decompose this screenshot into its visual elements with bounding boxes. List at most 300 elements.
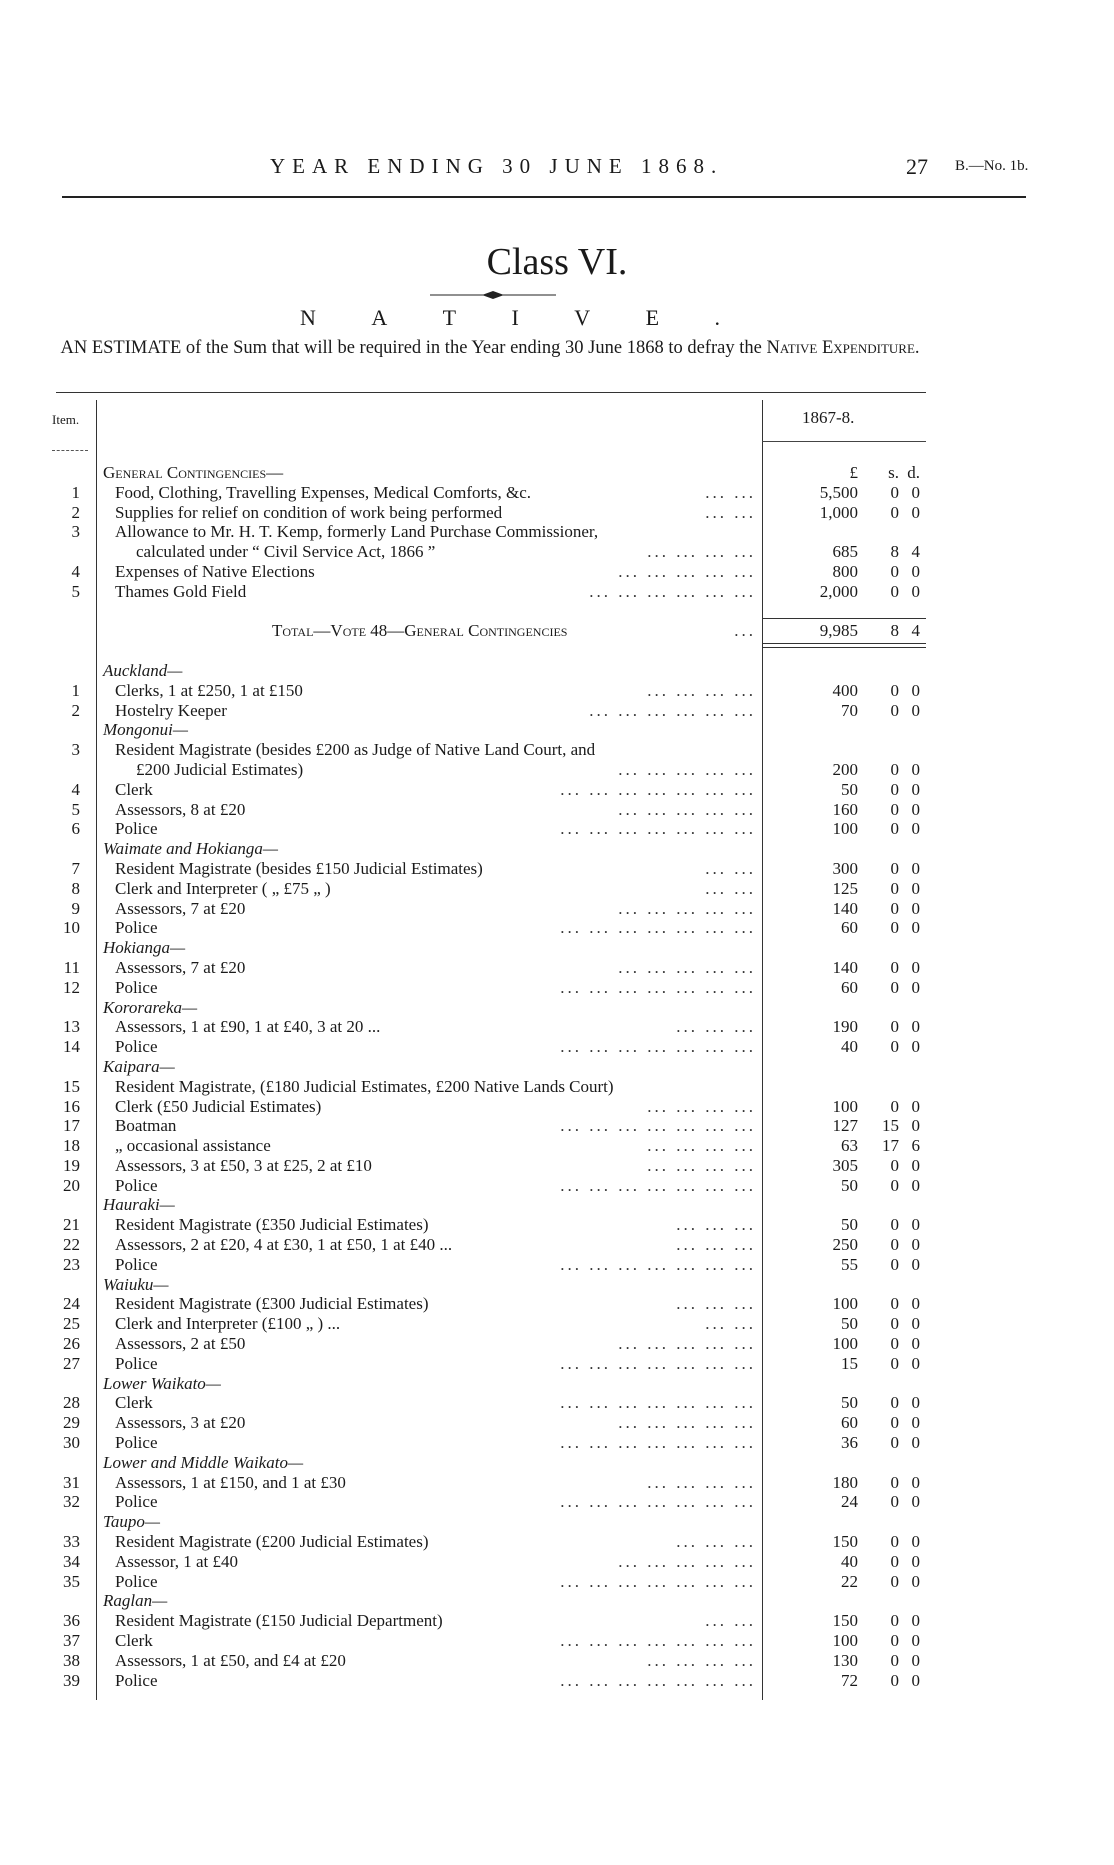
table-row [0, 562, 1114, 582]
amount-pence: 0 [911, 1650, 920, 1670]
item-description: Resident Magistrate (£200 Judicial Estimates) [115, 1532, 429, 1552]
table-row [0, 1631, 1114, 1651]
amount-pounds: 1,000 [819, 502, 858, 522]
table-row [0, 1671, 1114, 1691]
section-heading-row [0, 839, 1114, 859]
section-name: Hokianga— [103, 938, 186, 958]
amount-shillings: 0 [890, 1096, 899, 1116]
item-number: 5 [71, 799, 80, 819]
section-name: Lower and Middle Waikato— [103, 1452, 304, 1472]
amount-shillings: 0 [890, 1314, 899, 1334]
dot-leader: ... ... ... ... ... [618, 759, 756, 779]
dot-leader: ... ... [705, 858, 756, 878]
amount-shillings: 0 [890, 1393, 899, 1413]
amount-pounds: 55 [841, 1254, 858, 1274]
table-row [0, 740, 1114, 760]
table-row [0, 1077, 1114, 1097]
amount-pence: 0 [911, 700, 920, 720]
table-row [0, 879, 1114, 899]
page-header [0, 150, 1114, 190]
amount-pounds: 250 [832, 1235, 858, 1255]
amount-pence: 0 [911, 581, 920, 601]
header-rule [62, 196, 1026, 198]
dot-leader: ... ... ... ... [647, 1650, 756, 1670]
item-number: 15 [63, 1076, 80, 1096]
item-number: 37 [63, 1631, 80, 1651]
item-description: Police [115, 1433, 158, 1453]
dot-leader: ... ... ... ... ... [618, 898, 756, 918]
amount-shillings: 0 [890, 1254, 899, 1274]
amount-shillings: 0 [890, 1037, 899, 1057]
item-description: Assessors, 2 at £20, 4 at £30, 1 at £50, 1 at £40 ... [115, 1235, 453, 1255]
table-row [0, 1651, 1114, 1671]
dot-leader: ... ... ... ... ... ... ... [560, 1631, 756, 1651]
amount-shillings: 0 [890, 581, 899, 601]
amount-pounds: 127 [832, 1116, 858, 1136]
dot-leader: ... ... ... ... ... ... ... [560, 977, 756, 997]
section-name: General Contingencies— [103, 463, 284, 482]
table-row [0, 1611, 1114, 1631]
table-row [0, 1037, 1114, 1057]
dot-leader: ... ... [705, 878, 756, 898]
amount-pence: 0 [911, 1551, 920, 1571]
item-description: Allowance to Mr. H. T. Kemp, formerly Land Purchase Commissioner, [115, 522, 599, 542]
amount-pounds: 50 [841, 1215, 858, 1235]
dot-leader: ... ... [705, 502, 756, 522]
amount-shillings: 0 [890, 700, 899, 720]
dot-leader: ... ... ... ... ... ... ... [560, 1393, 756, 1413]
amount-pence: 0 [911, 819, 920, 839]
table-row [0, 780, 1114, 800]
section-heading-row [0, 1453, 1114, 1473]
amount-pence: 0 [911, 918, 920, 938]
item-description: Assessors, 3 at £50, 3 at £25, 2 at £10 [115, 1155, 372, 1175]
table-row [0, 1433, 1114, 1453]
section-name: Raglan— [103, 1591, 168, 1611]
amount-pounds: 400 [832, 680, 858, 700]
item-description: Clerk (£50 Judicial Estimates) [115, 1096, 322, 1116]
amount-pence: 0 [911, 1175, 920, 1195]
native-letter: T [442, 305, 457, 330]
item-number: 4 [71, 561, 80, 581]
item-description: Assessors, 1 at £50, and £4 at £20 [115, 1650, 346, 1670]
dot-leader: ... ... ... ... ... ... ... [560, 1175, 756, 1195]
amount-pence: 0 [911, 779, 920, 799]
amount-pence: 0 [911, 1353, 920, 1373]
native-letter: I [511, 305, 519, 330]
table-row [0, 1136, 1114, 1156]
native-letter: . [714, 305, 720, 330]
table-row [0, 1097, 1114, 1117]
amount-shillings: 0 [890, 502, 899, 522]
amount-pence: 0 [911, 957, 920, 977]
item-number: 8 [71, 878, 80, 898]
total-row [0, 621, 1114, 641]
dot-leader: ... ... ... [676, 1294, 756, 1314]
table-row [0, 1393, 1114, 1413]
amount-shillings: 8 [890, 621, 899, 641]
native-letter: N [300, 305, 316, 330]
table-row [0, 1116, 1114, 1136]
amount-shillings: 0 [890, 858, 899, 878]
item-number: 21 [63, 1215, 80, 1235]
amount-pounds: 125 [832, 878, 858, 898]
amount-pounds: 190 [832, 1017, 858, 1037]
estimate-description [52, 338, 928, 359]
item-description: Resident Magistrate (besides £150 Judicial Estimates) [115, 858, 483, 878]
dot-leader: ... ... ... ... ... ... ... [560, 1254, 756, 1274]
amount-pence: 0 [911, 1413, 920, 1433]
item-number: 5 [71, 581, 80, 601]
amount-shillings: 0 [890, 482, 899, 502]
item-description: Assessors, 1 at £150, and 1 at £30 [115, 1472, 346, 1492]
item-description: Clerk [115, 1393, 153, 1413]
item-description: Assessors, 2 at £50 [115, 1334, 246, 1354]
amount-pounds: 24 [841, 1492, 858, 1512]
table-row [0, 859, 1114, 879]
item-number: 30 [63, 1433, 80, 1453]
dot-leader: ... ... ... ... ... [618, 561, 756, 581]
item-number: 12 [63, 977, 80, 997]
item-number: 32 [63, 1492, 80, 1512]
page-number: 27 [906, 154, 928, 179]
amount-shillings: 0 [890, 799, 899, 819]
dot-leader: ... ... ... ... [647, 1136, 756, 1156]
amount-pounds: 40 [841, 1551, 858, 1571]
amount-pounds: 305 [832, 1155, 858, 1175]
section-heading-native [300, 305, 720, 331]
dot-leader: ... ... ... ... ... [618, 799, 756, 819]
item-number: 13 [63, 1017, 80, 1037]
table-row [0, 582, 1114, 602]
item-description: Food, Clothing, Travelling Expenses, Medical Comforts, &c. [115, 482, 532, 502]
dot-leader: ... ... ... ... [647, 680, 756, 700]
class-title: Class VI. [486, 241, 628, 283]
table-row [0, 1176, 1114, 1196]
table-row [0, 819, 1114, 839]
amount-shillings: 15 [882, 1116, 899, 1136]
amount-pounds: 300 [832, 858, 858, 878]
amount-shillings: 0 [890, 1571, 899, 1591]
item-number: 26 [63, 1334, 80, 1354]
item-description: Police [115, 1037, 158, 1057]
amount-pence: 0 [911, 1314, 920, 1334]
section-heading-row [0, 1591, 1114, 1611]
section-heading-row [0, 1195, 1114, 1215]
section-heading-row [0, 1512, 1114, 1532]
item-description: Police [115, 1175, 158, 1195]
amount-pence: 0 [911, 1393, 920, 1413]
table-row [0, 1473, 1114, 1493]
amount-shillings: 0 [890, 918, 899, 938]
amount-shillings: 0 [890, 1155, 899, 1175]
amount-pence: 0 [911, 502, 920, 522]
item-number: 2 [71, 502, 80, 522]
item-description: Clerk and Interpreter (£100 „ ) ... [115, 1314, 341, 1334]
amount-pounds: 60 [841, 977, 858, 997]
dot-leader: ... ... [705, 1314, 756, 1334]
item-description: Assessor, 1 at £40 [115, 1551, 239, 1571]
amount-pence: 0 [911, 1017, 920, 1037]
dot-leader: ... ... ... ... ... ... ... [560, 819, 756, 839]
native-letter: V [574, 305, 591, 330]
document-reference: B.—No. 1b. [955, 158, 1029, 174]
item-description: Resident Magistrate (£150 Judicial Department) [115, 1611, 443, 1631]
amount-pounds: 22 [841, 1571, 858, 1591]
table-row [0, 1354, 1114, 1374]
amount-shillings: 0 [890, 1175, 899, 1195]
dot-leader: ... ... ... [676, 1215, 756, 1235]
table-row [0, 918, 1114, 938]
section-heading-row [0, 1275, 1114, 1295]
section-name: Kororareka— [103, 997, 198, 1017]
amount-pence: 0 [911, 1235, 920, 1255]
amount-shillings: 0 [890, 1492, 899, 1512]
amount-shillings: 0 [890, 1472, 899, 1492]
table-row [0, 978, 1114, 998]
amount-shillings: 0 [890, 1235, 899, 1255]
amount-pounds: 140 [832, 898, 858, 918]
table-row [0, 1294, 1114, 1314]
item-description: Assessors, 8 at £20 [115, 799, 246, 819]
amount-pounds: 50 [841, 779, 858, 799]
section-heading-row [0, 938, 1114, 958]
amount-pounds: 100 [832, 819, 858, 839]
section-name: Taupo— [103, 1512, 161, 1532]
dot-leader: ... ... ... ... ... [618, 957, 756, 977]
item-number: 1 [71, 482, 80, 502]
item-description: Hostelry Keeper [115, 700, 227, 720]
amount-pence: 0 [911, 1433, 920, 1453]
item-description: Police [115, 1353, 158, 1373]
amount-pence: 0 [911, 680, 920, 700]
amount-shillings: 17 [882, 1136, 899, 1156]
amount-pence: 0 [911, 1571, 920, 1591]
amount-shillings: 0 [890, 1433, 899, 1453]
table-row [0, 1255, 1114, 1275]
estimate-smallcaps: Native Expenditure. [766, 338, 920, 358]
estimate-table [0, 463, 1114, 1690]
item-description: Clerk [115, 779, 153, 799]
item-number: 39 [63, 1670, 80, 1690]
section-name: Mongonui— [103, 720, 188, 740]
native-letter: E [645, 305, 660, 330]
amount-pounds: 100 [832, 1096, 858, 1116]
dot-leader: ... ... [705, 482, 756, 502]
amount-pence: 0 [911, 1116, 920, 1136]
dot-leader: ... ... ... ... ... ... ... [560, 1353, 756, 1373]
dot-leader: ... ... ... [676, 1017, 756, 1037]
dot-leader: ... ... ... ... ... ... ... [560, 1116, 756, 1136]
amount-pence: 0 [911, 1254, 920, 1274]
amount-pence: 0 [911, 858, 920, 878]
amount-pounds: 140 [832, 957, 858, 977]
table-top-rule [56, 392, 926, 393]
item-description: Assessors, 3 at £20 [115, 1413, 246, 1433]
table-row [0, 1552, 1114, 1572]
table-row [0, 641, 1114, 661]
table-row [0, 483, 1114, 503]
item-number: 23 [63, 1254, 80, 1274]
item-description: Resident Magistrate (£350 Judicial Estimates) [115, 1215, 429, 1235]
dot-leader: ... ... ... ... ... ... ... [560, 1433, 756, 1453]
amount-pounds: 150 [832, 1611, 858, 1631]
amount-pence: 0 [911, 878, 920, 898]
amount-pounds: 50 [841, 1314, 858, 1334]
amount-pence: 0 [911, 482, 920, 502]
amount-pence: 0 [911, 1037, 920, 1057]
amount-pounds: 5,500 [819, 482, 858, 502]
amount-shillings: 8 [890, 542, 899, 562]
amount-shillings: 0 [890, 1294, 899, 1314]
item-number: 14 [63, 1037, 80, 1057]
item-description: Expenses of Native Elections [115, 561, 315, 581]
amount-pounds: 63 [841, 1136, 858, 1156]
item-description: Police [115, 977, 158, 997]
amount-shillings: s. [888, 463, 899, 482]
amount-pounds: £ [849, 463, 858, 482]
section-heading-row [0, 1057, 1114, 1077]
item-number: 27 [63, 1353, 80, 1373]
item-number: 10 [63, 918, 80, 938]
amount-pence: 6 [911, 1136, 920, 1156]
amount-pounds: 70 [841, 700, 858, 720]
amount-shillings: 0 [890, 1353, 899, 1373]
item-number: 19 [63, 1155, 80, 1175]
item-description: „ occasional assistance [115, 1136, 271, 1156]
item-number: 25 [63, 1314, 80, 1334]
item-number: 3 [71, 522, 80, 542]
amount-pence: 4 [911, 542, 920, 562]
table-row [0, 503, 1114, 523]
item-number: 18 [63, 1136, 80, 1156]
amount-shillings: 0 [890, 759, 899, 779]
amount-pence: 0 [911, 1155, 920, 1175]
item-header-dash [52, 450, 88, 451]
item-description: Resident Magistrate (£300 Judicial Estimates) [115, 1294, 429, 1314]
section-heading-row [0, 661, 1114, 681]
table-row [0, 1532, 1114, 1552]
amount-pence: 4 [911, 621, 920, 641]
amount-shillings: 0 [890, 561, 899, 581]
amount-shillings: 0 [890, 1551, 899, 1571]
amount-pounds: 100 [832, 1294, 858, 1314]
amount-shillings: 0 [890, 1631, 899, 1651]
section-heading-row [0, 998, 1114, 1018]
amount-shillings: 0 [890, 1650, 899, 1670]
amount-pence: 0 [911, 977, 920, 997]
amount-shillings: 0 [890, 898, 899, 918]
item-description: Total—Vote 48—General Contingencies [272, 621, 568, 641]
item-number: 11 [63, 957, 80, 977]
dot-leader: ... ... ... ... [647, 1096, 756, 1116]
item-description: Clerks, 1 at £250, 1 at £150 [115, 680, 303, 700]
item-description: Boatman [115, 1116, 177, 1136]
table-row [0, 1314, 1114, 1334]
amount-pence: d. [907, 463, 920, 482]
amount-pence: 0 [911, 1294, 920, 1314]
amount-pence: 0 [911, 1611, 920, 1631]
dot-leader: ... ... ... [676, 1235, 756, 1255]
amount-pounds: 72 [841, 1670, 858, 1690]
dot-leader: ... ... ... ... ... ... ... [560, 1037, 756, 1057]
table-row [0, 760, 1114, 780]
table-row [0, 1215, 1114, 1235]
amount-pounds: 50 [841, 1393, 858, 1413]
section-heading-row [0, 463, 1114, 483]
item-description: Police [115, 1254, 158, 1274]
table-row [0, 1572, 1114, 1592]
item-number: 28 [63, 1393, 80, 1413]
amount-shillings: 0 [890, 1334, 899, 1354]
amount-pence: 0 [911, 759, 920, 779]
amount-pounds: 130 [832, 1650, 858, 1670]
item-description: Assessors, 1 at £90, 1 at £40, 3 at 20 ... [115, 1017, 381, 1037]
item-number: 7 [71, 858, 80, 878]
item-description: Police [115, 1670, 158, 1690]
item-description: calculated under “ Civil Service Act, 1866 ” [136, 542, 436, 562]
section-name: Waimate and Hokianga— [103, 839, 279, 859]
amount-pounds: 60 [841, 918, 858, 938]
amount-shillings: 0 [890, 977, 899, 997]
dot-leader: ... ... ... ... ... ... [589, 581, 756, 601]
item-number: 36 [63, 1611, 80, 1631]
dot-leader: ... ... ... ... ... ... ... [560, 918, 756, 938]
amount-shillings: 0 [890, 680, 899, 700]
year-column-header: 1867-8. [802, 408, 855, 427]
table-row [0, 800, 1114, 820]
dot-leader: ... ... ... ... ... [618, 1413, 756, 1433]
item-number: 24 [63, 1294, 80, 1314]
item-description: Police [115, 1492, 158, 1512]
item-column-header: Item. [52, 412, 80, 427]
item-number: 4 [71, 779, 80, 799]
item-description: Clerk [115, 1631, 153, 1651]
item-description: Thames Gold Field [115, 581, 247, 601]
dot-leader: ... ... ... ... ... [618, 1334, 756, 1354]
dot-leader: ... ... ... ... ... ... ... [560, 779, 756, 799]
table-row [0, 542, 1114, 562]
amount-pounds: 100 [832, 1334, 858, 1354]
amount-pounds: 685 [832, 542, 858, 562]
item-number: 20 [63, 1175, 80, 1195]
amount-pounds: 150 [832, 1532, 858, 1552]
dot-leader: ... ... ... ... [647, 1472, 756, 1492]
dot-leader: ... ... ... ... [647, 542, 756, 562]
section-heading-row [0, 1374, 1114, 1394]
amount-shillings: 0 [890, 1611, 899, 1631]
item-description: Resident Magistrate, (£180 Judicial Estimates, £200 Native Lands Court) [115, 1076, 614, 1096]
amount-pounds: 100 [832, 1631, 858, 1651]
item-description: Police [115, 918, 158, 938]
amount-shillings: 0 [890, 1413, 899, 1433]
table-row [0, 1156, 1114, 1176]
item-description: Resident Magistrate (besides £200 as Judge of Native Land Court, and [115, 740, 596, 760]
section-name: Lower Waikato— [103, 1373, 221, 1393]
item-description: Assessors, 7 at £20 [115, 898, 246, 918]
item-number: 16 [63, 1096, 80, 1116]
dot-leader: ... ... [705, 1611, 756, 1631]
section-name: Waiuku— [103, 1274, 169, 1294]
item-description: Police [115, 819, 158, 839]
item-description: Police [115, 1571, 158, 1591]
item-number: 35 [63, 1571, 80, 1591]
item-description: Assessors, 7 at £20 [115, 957, 246, 977]
item-number: 3 [71, 740, 80, 760]
table-row [0, 958, 1114, 978]
item-number: 2 [71, 700, 80, 720]
dot-leader: ... [734, 621, 756, 641]
